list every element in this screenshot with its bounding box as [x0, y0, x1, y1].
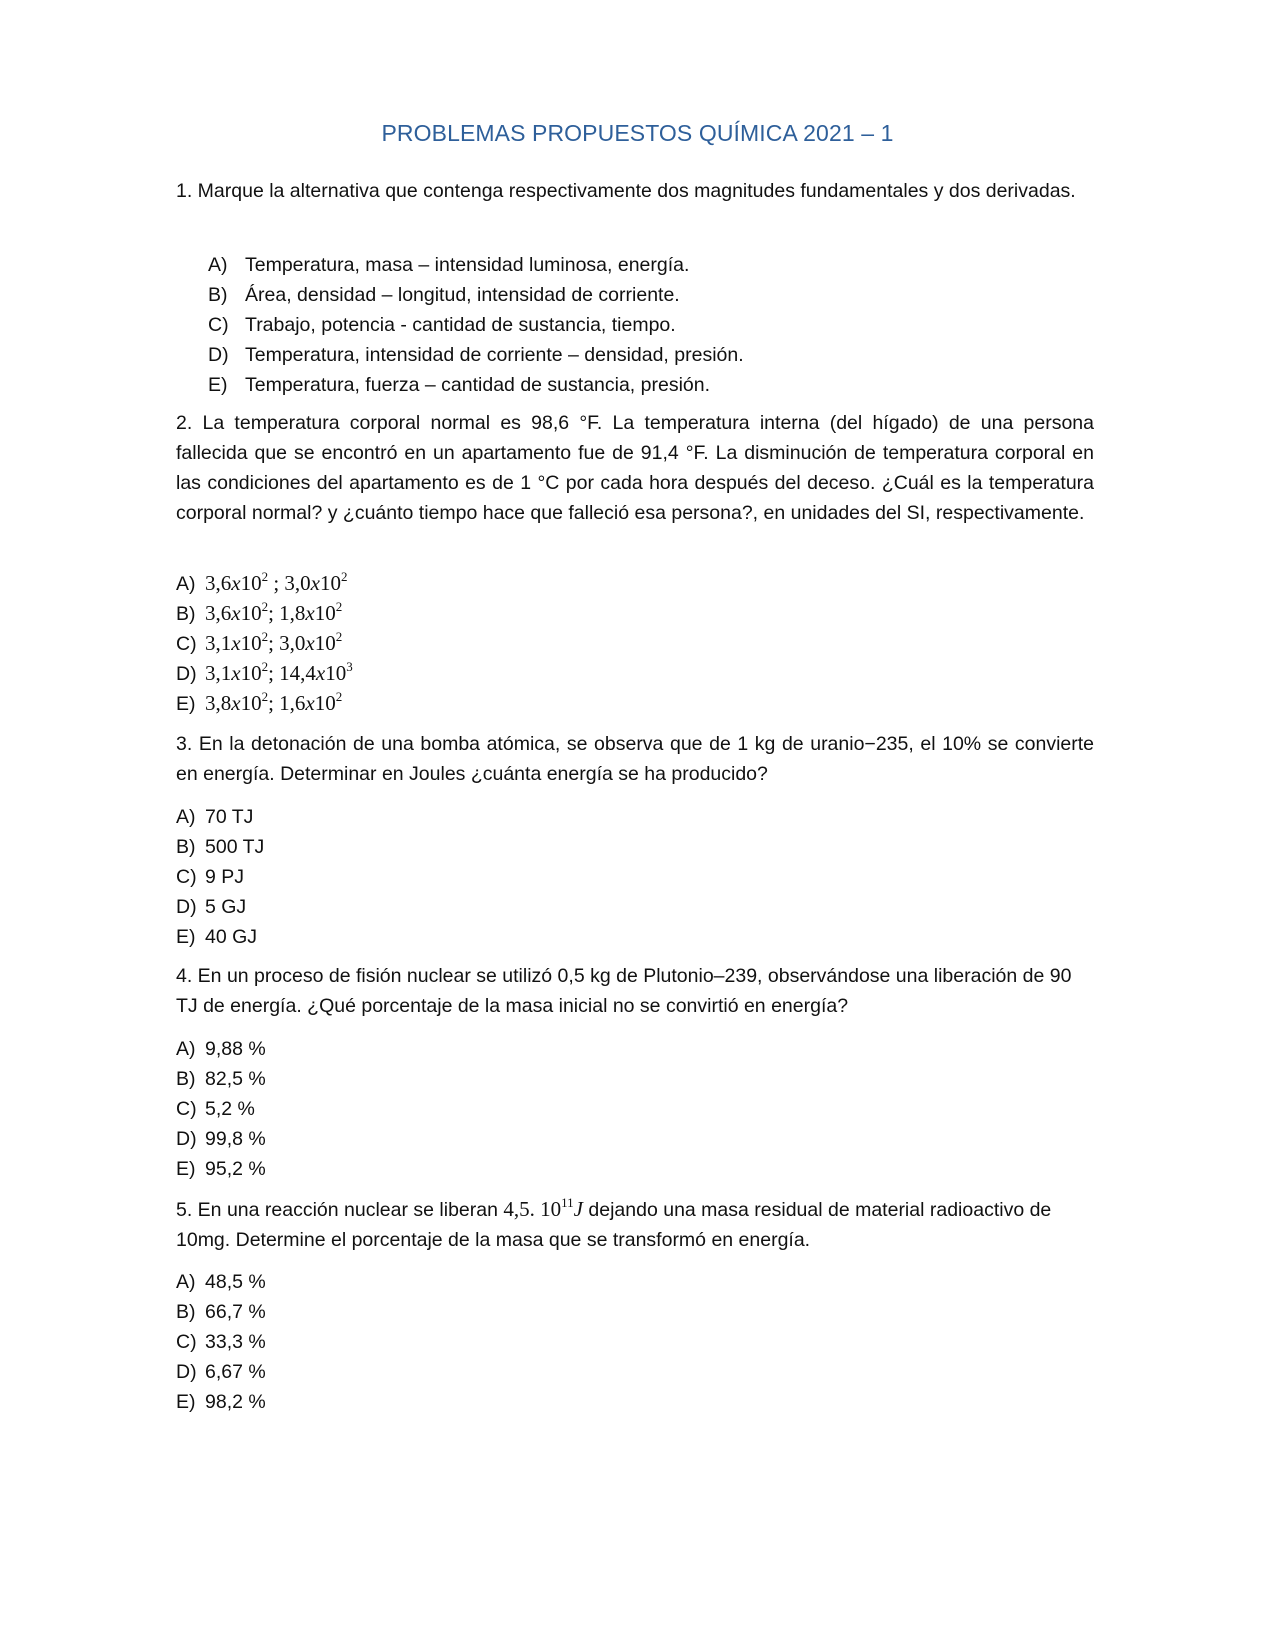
option: A) $3,6x10^2$ ; $3,0x10^2$	[176, 569, 348, 595]
option: D) 99,8 %	[176, 1128, 266, 1150]
question-1-text: 1. Marque la alternativa que contenga respectivamente dos magnitudes fundamentales y dos derivadas.	[176, 180, 1076, 202]
question-4-options	[176, 1034, 266, 1184]
option: B) $3,6x10^2$; $1,8x10^2$	[176, 599, 343, 625]
option: C) 33,3 %	[176, 1331, 266, 1353]
option: B) 500 TJ	[176, 836, 265, 858]
option: A) Temperatura, masa – intensidad luminosa, energía.	[208, 254, 690, 276]
option: C) Trabajo, potencia - cantidad de sustancia, tiempo.	[208, 314, 676, 336]
question-5-text: 5. En una reacción nuclear se liberan 4,5. $10^{11}J$ dejando una masa residual de material radioactivo de 10mg. Determine el porcentaje de la masa que se transformó en energía.	[176, 1195, 1052, 1251]
question-1-options	[208, 250, 744, 400]
option: B) Área, densidad – longitud, intensidad de corriente.	[208, 284, 680, 306]
question-4-text: 4. En un proceso de fisión nuclear se utilizó 0,5 kg de Plutonio–239, observándose una liberación de 90 TJ de energía. ¿Qué porcentaje de la masa inicial no se convirtió en energía?	[176, 965, 1072, 1017]
option: D) 5 GJ	[176, 896, 247, 918]
option: E) 95,2 %	[176, 1158, 266, 1180]
option: B) 66,7 %	[176, 1301, 266, 1323]
option: D) Temperatura, intensidad de corriente – densidad, presión.	[208, 344, 744, 366]
question-5-options	[176, 1267, 266, 1417]
page-title: PROBLEMAS PROPUESTOS QUÍMICA 2021 – 1	[381, 120, 894, 146]
option: A) 9,88 %	[176, 1038, 266, 1060]
question-3-options	[176, 802, 264, 952]
option: E) 40 GJ	[176, 926, 258, 948]
option: C) 5,2 %	[176, 1098, 255, 1120]
option: D) $3,1x10^2$; $14,4x10^3$	[176, 659, 353, 685]
question-2-text: 2. La temperatura corporal normal es 98,6 °F. La temperatura interna (del hígado) de una persona fallecida que se encontró en un apartamento fue de 91,4 °F. La disminución de temperatura corporal en las condiciones del apartamento es de 1 °C por cada hora después del deceso. ¿Cuál es la temperatura corporal normal? y ¿cuánto tiempo hace que falleció esa persona?, en unidades del SI, respectivamente.	[176, 412, 1094, 524]
energy-formula: 4,5. $10^{11}J$	[503, 1195, 583, 1221]
option: C) $3,1x10^2$; $3,0x10^2$	[176, 629, 343, 655]
option: D) 6,67 %	[176, 1361, 266, 1383]
option: E) $3,8x10^2$; $1,6x10^2$	[176, 689, 343, 715]
question-2-options	[176, 568, 353, 718]
option: A) 48,5 %	[176, 1271, 266, 1293]
option: A) 70 TJ	[176, 806, 254, 828]
option: E) 98,2 %	[176, 1391, 266, 1413]
option: B) 82,5 %	[176, 1068, 266, 1090]
question-3-text: 3. En la detonación de una bomba atómica, se observa que de 1 kg de uranio−235, el 10% se convierte en energía. Determinar en Joules ¿cuánta energía se ha producido?	[176, 733, 1094, 785]
option: C) 9 PJ	[176, 866, 245, 888]
option: E) Temperatura, fuerza – cantidad de sustancia, presión.	[208, 374, 711, 396]
